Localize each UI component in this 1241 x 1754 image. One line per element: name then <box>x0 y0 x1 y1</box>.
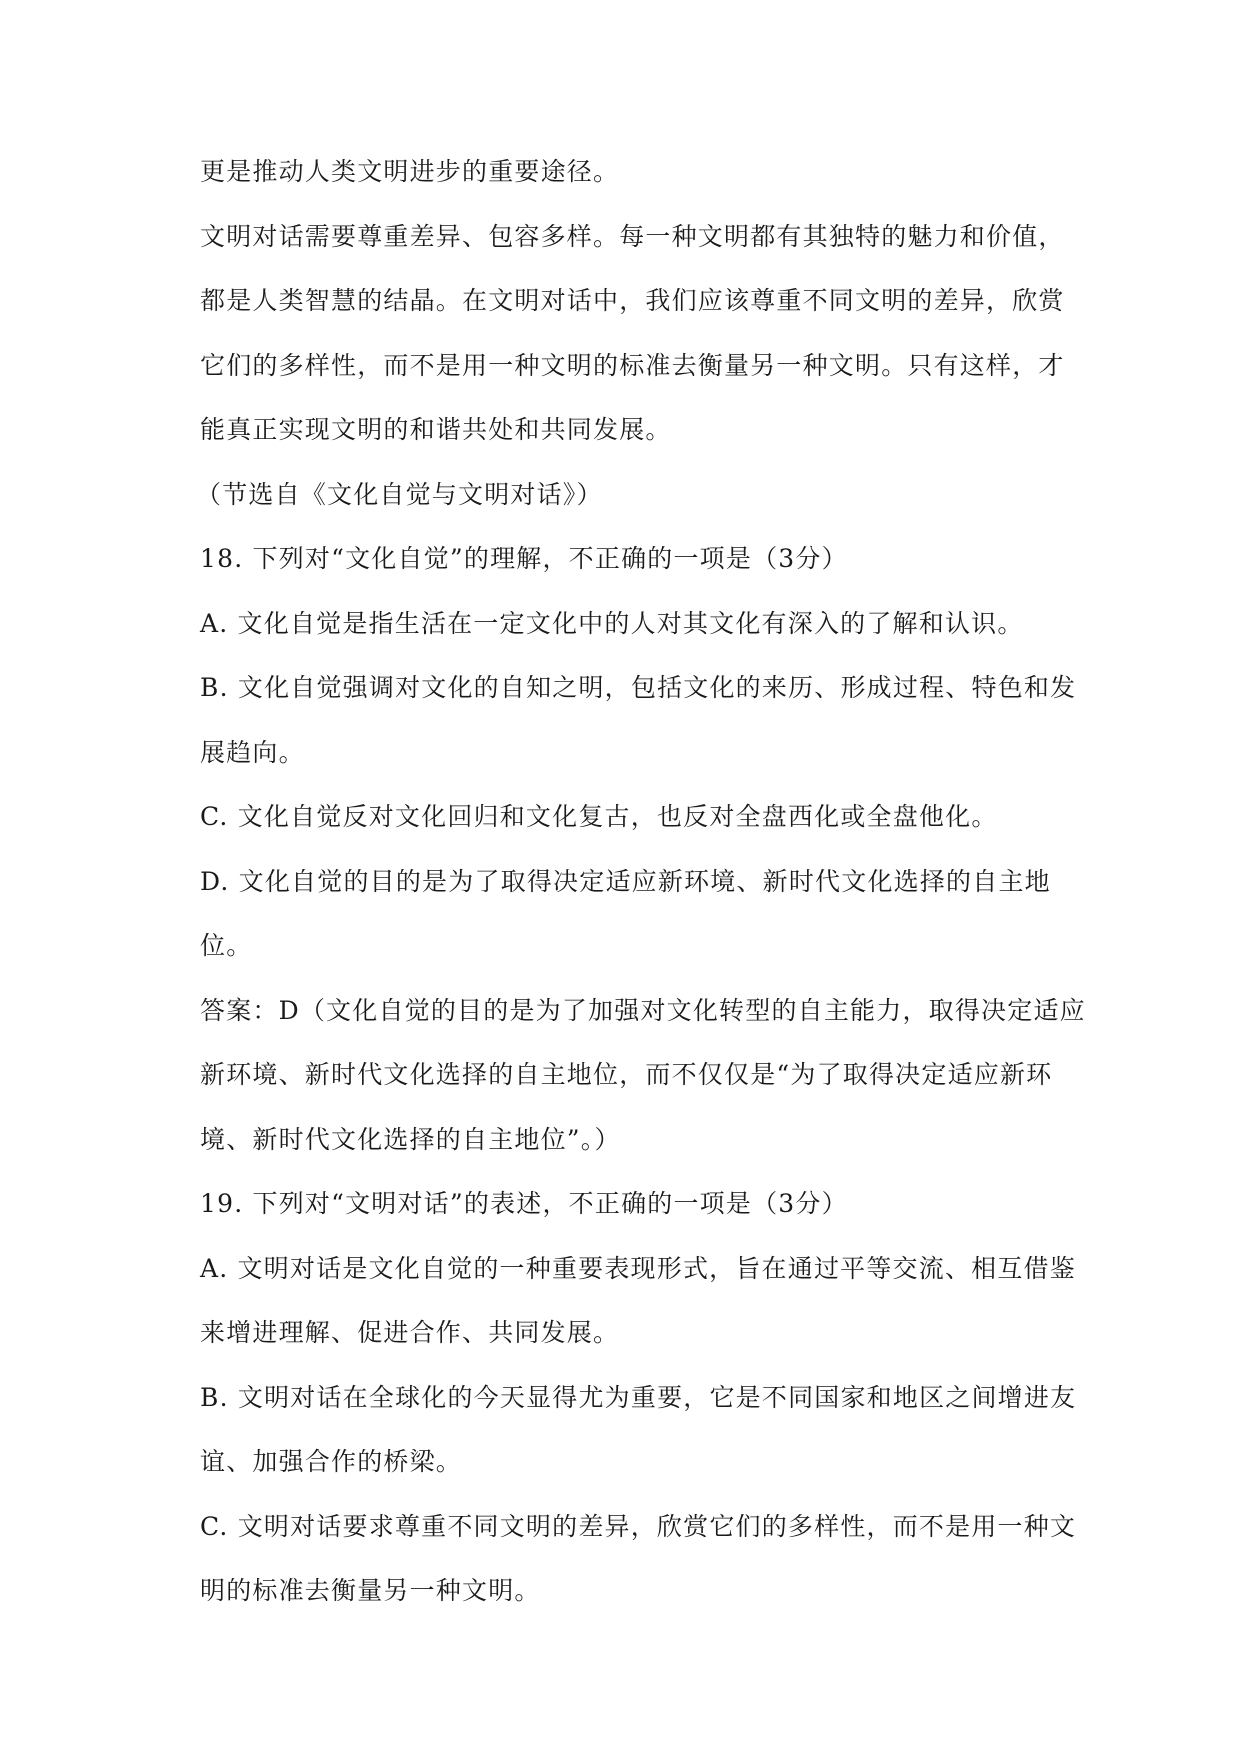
document-body <box>196 140 1090 1624</box>
question-19-option-c: C. 文明对话要求尊重不同文明的差异，欣赏它们的多样性，而不是用一种文明的标准去衡量另一种文明。 <box>200 1511 1077 1605</box>
question-19-stem: 19. 下列对“文明对话”的表述，不正确的一项是（3分） <box>200 1189 848 1218</box>
question-19-option-b: B. 文明对话在全球化的今天显得尤为重要，它是不同国家和地区之间增进友谊、加强合作的桥梁。 <box>200 1382 1077 1476</box>
question-18-option-d: D. 文化自觉的目的是为了取得决定适应新环境、新时代文化选择的自主地位。 <box>200 866 1051 960</box>
passage-line: 更是推动人类文明进步的重要途径。 <box>200 157 620 186</box>
question-18-answer: 答案：D（文化自觉的目的是为了加强对文化转型的自主能力，取得决定适应新环境、新时代文化选择的自主地位，而不仅仅是“为了取得决定适应新环境、新时代文化选择的自主地位”。） <box>200 995 1086 1154</box>
passage-paragraph: 文明对话需要尊重差异、包容多样。每一种文明都有其独特的魅力和价值，都是人类智慧的结晶。在文明对话中，我们应该尊重不同文明的差异，欣赏它们的多样性，而不是用一种文明的标准去衡量另一种文明。只有这样，才能真正实现文明的和谐共处和共同发展。 <box>200 221 1065 444</box>
passage-source: （节选自《文化自觉与文明对话》） <box>196 479 603 509</box>
question-18-option-b: B. 文化自觉强调对文化的自知之明，包括文化的来历、形成过程、特色和发展趋向。 <box>200 673 1077 767</box>
question-19-option-a: A. 文明对话是文化自觉的一种重要表现形式，旨在通过平等交流、相互借鉴来增进理解、促进合作、共同发展。 <box>200 1253 1076 1347</box>
question-18-option-c: C. 文化自觉反对文化回归和文化复古，也反对全盘西化或全盘他化。 <box>200 802 998 831</box>
question-18-option-a: A. 文化自觉是指生活在一定文化中的人对其文化有深入的了解和认识。 <box>200 608 1024 638</box>
question-18-stem: 18. 下列对“文化自觉”的理解，不正确的一项是（3分） <box>200 544 848 573</box>
